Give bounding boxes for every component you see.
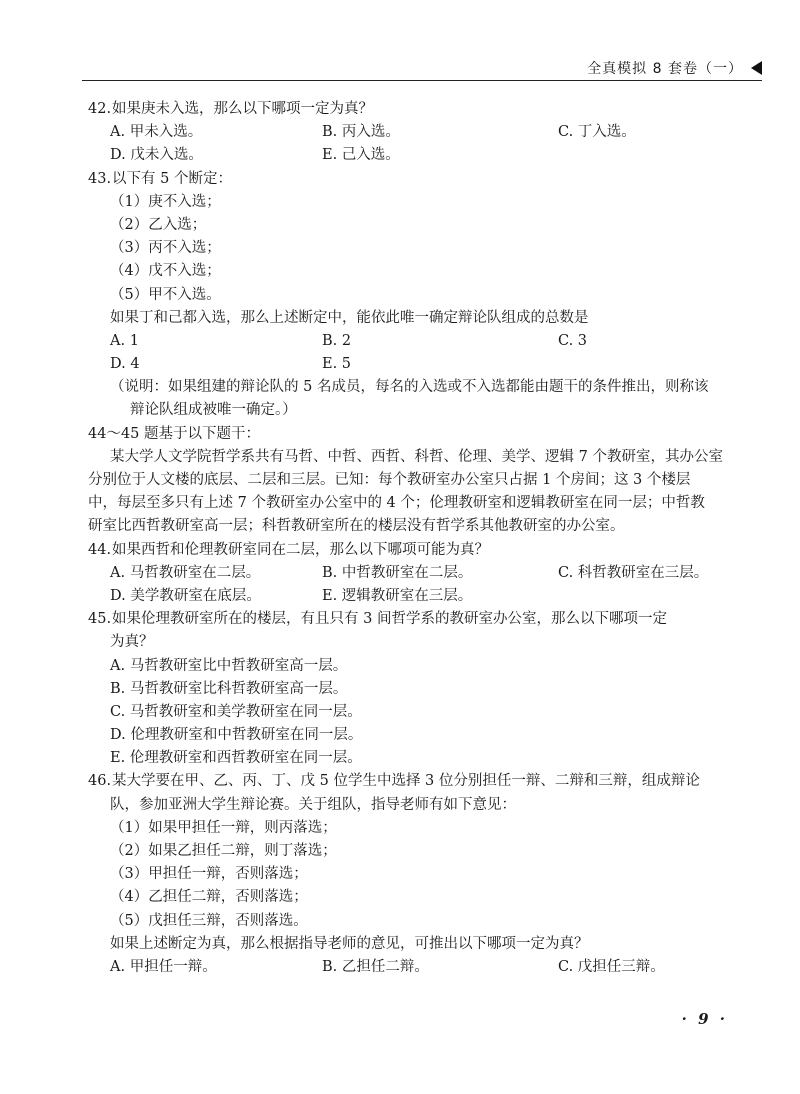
option: B. 2 xyxy=(322,332,352,349)
option: E. 逻辑教研室在三层。 xyxy=(322,587,473,604)
option: C. 3 xyxy=(558,332,588,349)
q46-options-row-1 xyxy=(88,956,748,979)
option: E. 5 xyxy=(322,356,352,373)
question-44: 44. 如果西哲和伦理教研室同在二层，那么以下哪项可能为真？ xyxy=(88,541,489,558)
option: E. 己入选。 xyxy=(322,147,400,164)
option: C. 戊担任三辩。 xyxy=(558,958,665,975)
statement: （1）庚不入选； xyxy=(110,193,221,210)
passage-line: 某大学人文学院哲学系共有马哲、中哲、西哲、科哲、伦理、美学、逻辑 7 个教研室，其办公室 xyxy=(110,448,723,465)
statement: （5）甲不入选。 xyxy=(110,286,221,303)
q43-options-row-2 xyxy=(88,353,748,376)
passage-line: 分别位于人文楼的底层、二层和三层。已知：每个教研室办公室只占据 1 个房间；这 3 个楼层 xyxy=(88,472,691,488)
question-42: 42. 如果庚未入选，那么以下哪项一定为真？ xyxy=(88,101,373,117)
option: A. 1 xyxy=(110,332,139,349)
statement: （4）戊不入选； xyxy=(110,263,221,280)
header-rule xyxy=(82,80,762,81)
statement: （4）乙担任二辩，否则落选； xyxy=(110,889,308,906)
q44-options-row-2 xyxy=(88,585,748,608)
question-43: 43. 以下有 5 个断定： xyxy=(88,170,232,187)
statement: （3）丙不入选； xyxy=(110,240,221,257)
option: D. 戊未入选。 xyxy=(110,147,203,164)
statement: （3）甲担任一辩，否则落选； xyxy=(110,866,308,883)
option: E. 伦理教研室和西哲教研室在同一层。 xyxy=(110,750,362,767)
q42-options-row-1 xyxy=(88,121,748,144)
passage-line: 中，每层至多只有上述 7 个教研室办公室中的 4 个；伦理教研室和逻辑教研室在同一层；中哲教 xyxy=(88,495,705,512)
exam-content xyxy=(88,98,748,979)
option: C. 丁入选。 xyxy=(558,124,636,141)
note-line-2: 辩论队组成被唯一确定。） xyxy=(130,402,297,419)
passage-heading: 44～45 题基于以下题干： xyxy=(88,425,261,442)
q42-options-row-2 xyxy=(88,144,748,167)
option: D. 美学教研室在底层。 xyxy=(110,587,261,604)
option: A. 马哲教研室在二层。 xyxy=(110,564,261,581)
question-46: 46. 某大学要在甲、乙、丙、丁、戊 5 位学生中选择 3 位分别担任一辩、二辩和三辩，组成辩论 xyxy=(88,773,700,790)
q43-options-row-1 xyxy=(88,330,748,353)
option: C. 马哲教研室和美学教研室在同一层。 xyxy=(110,703,362,720)
option: B. 丙入选。 xyxy=(322,124,400,141)
option: C. 科哲教研室在三层。 xyxy=(558,564,709,581)
question-46-stem-cont: 队，参加亚洲大学生辩论赛。关于组队，指导老师有如下意见： xyxy=(110,796,516,813)
question-prompt: 如果上述断定为真，那么根据指导老师的意见，可推出以下哪项一定为真？ xyxy=(110,935,589,952)
option: D. 4 xyxy=(110,356,140,373)
statement: （1）如果甲担任一辩，则丙落选； xyxy=(110,819,337,836)
note-line-1: （说明：如果组建的辩论队的 5 名成员，每名的入选或不入选都能由题干的条件推出，则称该 xyxy=(110,379,709,396)
statement: （2）如果乙担任二辩，则丁落选； xyxy=(110,843,337,859)
option: A. 甲未入选。 xyxy=(110,124,203,141)
option: A. 甲担任一辩。 xyxy=(110,958,217,975)
option: B. 中哲教研室在二层。 xyxy=(322,564,473,581)
question-prompt: 如果丁和己都入选，那么上述断定中，能依此唯一确定辩论队组成的总数是 xyxy=(110,309,589,326)
option: B. 马哲教研室比科哲教研室高一层。 xyxy=(110,680,348,697)
triangle-left-icon xyxy=(751,61,762,75)
page-number: · 9 · xyxy=(681,1010,728,1028)
header-title: 全真模拟 8 套卷（一） xyxy=(587,61,743,77)
option: B. 乙担任二辩。 xyxy=(322,958,429,975)
option: A. 马哲教研室比中哲教研室高一层。 xyxy=(110,657,348,674)
question-45-stem-cont: 为真？ xyxy=(110,634,154,651)
statement: （2）乙入选； xyxy=(110,216,207,233)
question-45: 45. 如果伦理教研室所在的楼层，有且只有 3 间哲学系的教研室办公室，那么以下哪项一定 xyxy=(88,611,667,628)
option: D. 伦理教研室和中哲教研室在同一层。 xyxy=(110,727,363,744)
page-header xyxy=(587,58,762,78)
q44-options-row-1 xyxy=(88,562,748,585)
statement: （5）戊担任三辩，否则落选。 xyxy=(110,912,308,929)
passage-line: 研室比西哲教研室高一层；科哲教研室所在的楼层没有哲学系其他教研室的办公室。 xyxy=(88,518,625,535)
